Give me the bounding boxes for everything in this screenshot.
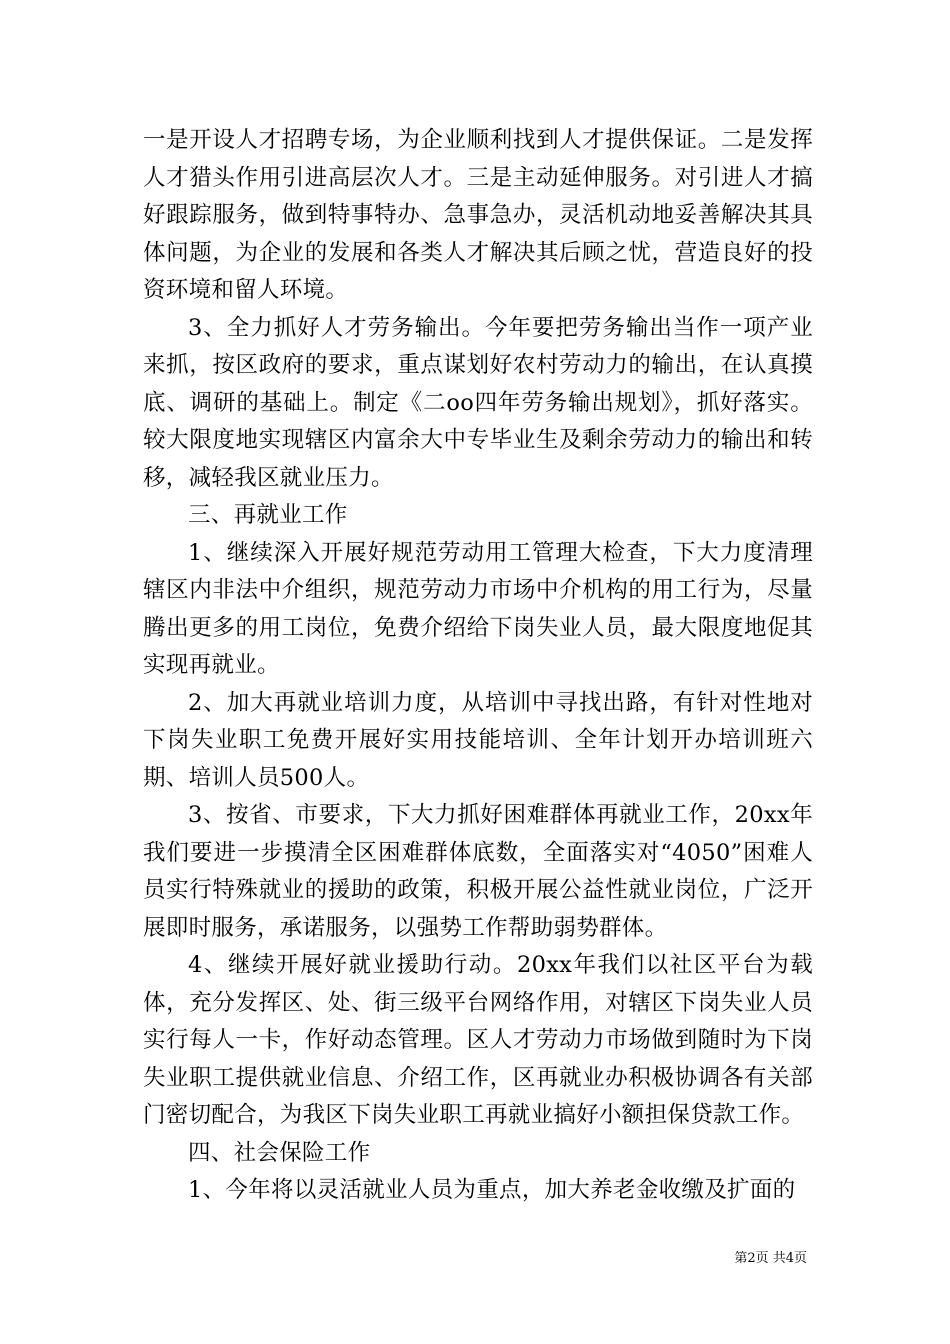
paragraph-6: 3、按省、市要求，下大力抓好困难群体再就业工作，20xx年我们要进一步摸清全区困难群体底数，全面落实对“4050”困难人员实行特殊就业的援助的政策，积极开展公益性就业岗位，广泛开展即时服务，承诺服务，以强势工作帮助弱势群体。: [143, 802, 813, 941]
paragraph-5: 2、加大再就业培训力度，从培训中寻找出路，有针对性地对下岗失业职工免费开展好实用技能培训、全年计划开办培训班六期、培训人员500人。: [143, 689, 813, 791]
paragraph-9: 1、今年将以灵活就业人员为重点，加大养老金收缴及扩面的: [188, 1177, 796, 1203]
paragraph-1: 一是开设人才招聘专场，为企业顺利找到人才提供保证。二是发挥人才猎头作用引进高层次人才。三是主动延伸服务。对引进人才搞好跟踪服务，做到特事特办、急事急办，灵活机动地妥善解决其具体问题，为企业的发展和各类人才解决其后顾之忧，营造良好的投资环境和留人环境。: [143, 127, 813, 303]
document-body: [143, 122, 813, 1210]
section-heading-social-insurance: 四、社会保险工作: [188, 1139, 371, 1166]
paragraph-4: 1、继续深入开展好规范劳动用工管理大检查，下大力度清理辖区内非法中介组织，规范劳动力市场中介机构的用工行为，尽量腾出更多的用工岗位，免费介绍给下岗失业人员，最大限度地促其实现再就业。: [143, 539, 813, 678]
paragraph-2: 3、全力抓好人才劳务输出。今年要把劳务输出当作一项产业来抓，按区政府的要求，重点谋划好农村劳动力的输出，在认真摸底、调研的基础上。制定《二oo四年劳务输出规划》，抓好落实。较大限度地实现辖区内富余大中专毕业生及剩余劳动力的输出和转移，减轻我区就业压力。: [143, 314, 813, 491]
section-heading-reemployment: 三、再就业工作: [188, 502, 348, 528]
paragraph-7: 4、继续开展好就业援助行动。20xx年我们以社区平台为载体，充分发挥区、处、街三级平台网络作用，对辖区下岗失业人员实行每人一卡，作好动态管理。区人才劳动力市场做到随时为下岗失业职工提供就业信息、介绍工作，区再就业办积极协调各有关部门密切配合，为我区下岗失业职工再就业搞好小额担保贷款工作。: [143, 952, 813, 1128]
page-number-footer: 第2页 共4页: [734, 1251, 807, 1266]
